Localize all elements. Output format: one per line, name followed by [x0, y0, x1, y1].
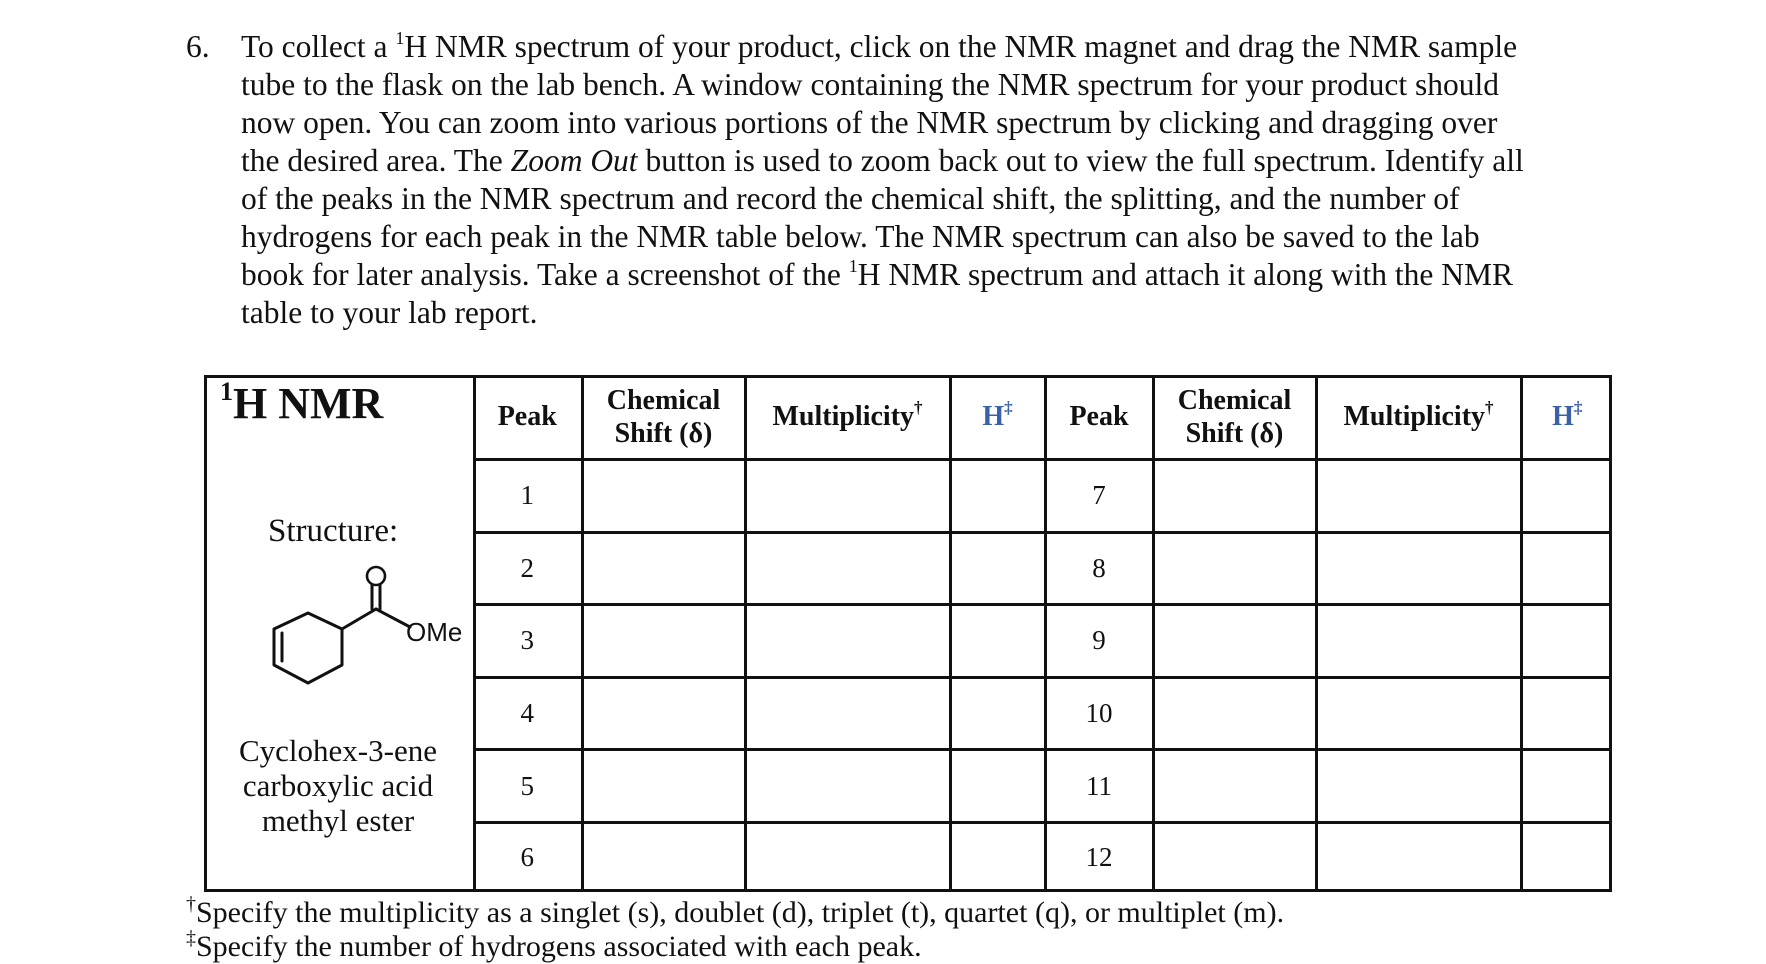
hydrogens-entry-cell[interactable]	[1521, 532, 1612, 605]
dagger-mark: †	[914, 398, 923, 417]
hydrogens-entry-cell[interactable]	[1521, 605, 1612, 678]
header-multiplicity	[745, 375, 950, 460]
header-text: H	[982, 401, 1005, 432]
hydrogens-entry-cell[interactable]	[950, 532, 1045, 605]
peak-number: 4	[474, 677, 582, 750]
hydrogens-entry-cell[interactable]	[950, 605, 1045, 678]
header-hydrogens	[1521, 375, 1612, 460]
ome-label: OMe	[406, 617, 463, 647]
hydrogens-entry-cell[interactable]	[950, 750, 1045, 823]
multiplicity-entry-cell[interactable]	[1316, 532, 1521, 605]
shift-entry-cell[interactable]	[1153, 822, 1316, 892]
text-span: button is used to zoom back out to view the full spectrum. Identify all	[637, 143, 1524, 178]
footnote-hydrogens	[186, 927, 922, 964]
footnote-text: Specify the multiplicity as a singlet (s), doublet (d), triplet (t), quartet (q), or multiplet (m).	[196, 896, 1285, 929]
hydrogens-entry-cell[interactable]	[1521, 750, 1612, 823]
peak-number: 1	[474, 460, 582, 533]
hydrogens-entry-cell[interactable]	[950, 677, 1045, 750]
multiplicity-entry-cell[interactable]	[1316, 460, 1521, 533]
instruction-line: hydrogens for each peak in the NMR table below. The NMR spectrum can also be saved to the lab	[241, 219, 1480, 254]
superscript: 1	[395, 28, 405, 48]
footnote-text: Specify the number of hydrogens associated with each peak.	[196, 930, 922, 963]
dagger-mark: †	[1485, 398, 1494, 417]
multiplicity-entry-cell[interactable]	[1316, 750, 1521, 823]
zoom-out-term: Zoom Out	[510, 143, 638, 178]
instruction-line: now open. You can zoom into various portions of the NMR spectrum by clicking and dragging over	[241, 105, 1498, 140]
table-row	[474, 822, 1612, 892]
double-dagger-mark: ‡	[1573, 398, 1583, 417]
structure-label: Structure:	[268, 513, 399, 549]
instruction-line: table to your lab report.	[241, 295, 538, 330]
header-text: Multiplicity	[772, 401, 915, 432]
table-header-row	[474, 375, 1612, 460]
multiplicity-entry-cell[interactable]	[745, 460, 950, 533]
table-row	[474, 677, 1612, 750]
peak-number: 5	[474, 750, 582, 823]
peak-number: 11	[1045, 750, 1153, 823]
multiplicity-entry-cell[interactable]	[745, 532, 950, 605]
instruction-line: tube to the flask on the lab bench. A window containing the NMR spectrum for your product should	[241, 67, 1500, 102]
carbonyl-oxygen	[367, 567, 385, 585]
hydrogens-entry-cell[interactable]	[1521, 677, 1612, 750]
table-row	[474, 605, 1612, 678]
shift-entry-cell[interactable]	[582, 677, 745, 750]
text-span: To collect a	[241, 29, 396, 64]
superscript: 1	[220, 377, 233, 406]
shift-entry-cell[interactable]	[582, 822, 745, 892]
compound-name-line: carboxylic acid	[242, 768, 434, 803]
multiplicity-entry-cell[interactable]	[1316, 605, 1521, 678]
text-span: H NMR spectrum of your product, click on the NMR magnet and drag the NMR sample	[404, 29, 1518, 64]
shift-entry-cell[interactable]	[1153, 460, 1316, 533]
peak-number: 2	[474, 532, 582, 605]
peak-number: 8	[1045, 532, 1153, 605]
shift-entry-cell[interactable]	[582, 750, 745, 823]
panel-title-text: H NMR	[233, 379, 384, 428]
shift-entry-cell[interactable]	[1153, 532, 1316, 605]
peak-number: 10	[1045, 677, 1153, 750]
header-text: Shift (δ)	[614, 417, 713, 449]
text-span: the desired area. The	[241, 143, 511, 178]
multiplicity-entry-cell[interactable]	[745, 677, 950, 750]
instruction-line	[241, 28, 1661, 66]
header-text: Shift (δ)	[1185, 417, 1284, 449]
shift-entry-cell[interactable]	[582, 532, 745, 605]
dagger-mark: †	[186, 893, 196, 915]
multiplicity-entry-cell[interactable]	[745, 750, 950, 823]
table-row	[474, 532, 1612, 605]
shift-entry-cell[interactable]	[582, 605, 745, 678]
multiplicity-entry-cell[interactable]	[745, 822, 950, 892]
step-number: 6.	[186, 29, 210, 64]
structure-panel	[204, 375, 476, 892]
shift-entry-cell[interactable]	[1153, 677, 1316, 750]
multiplicity-entry-cell[interactable]	[1316, 677, 1521, 750]
instruction-line	[241, 256, 1661, 294]
instruction-line	[241, 142, 1661, 180]
compound-name-line: Cyclohex-3-ene	[239, 733, 437, 768]
footnote-multiplicity	[186, 893, 1285, 930]
nmr-table	[474, 375, 1612, 892]
header-text: Multiplicity	[1343, 401, 1486, 432]
instruction-line: of the peaks in the NMR spectrum and record the chemical shift, the splitting, and the number of	[241, 181, 1460, 216]
text-span: book for later analysis. Take a screenshot of the	[241, 257, 849, 292]
panel-title	[220, 379, 383, 429]
shift-entry-cell[interactable]	[582, 460, 745, 533]
hydrogens-entry-cell[interactable]	[1521, 460, 1612, 533]
peak-number: 6	[474, 822, 582, 892]
table-row	[474, 460, 1612, 533]
header-chemical-shift	[1153, 375, 1316, 460]
header-peak: Peak	[1045, 375, 1153, 460]
header-peak: Peak	[474, 375, 582, 460]
superscript: 1	[848, 256, 858, 276]
double-dagger-mark: ‡	[186, 927, 196, 949]
hydrogens-entry-cell[interactable]	[950, 460, 1045, 533]
header-text: Chemical	[606, 384, 721, 416]
peak-number: 3	[474, 605, 582, 678]
hydrogens-entry-cell[interactable]	[1521, 822, 1612, 892]
molecule-structure-icon	[240, 571, 463, 711]
compound-name-line: methyl ester	[261, 803, 415, 838]
multiplicity-entry-cell[interactable]	[1316, 822, 1521, 892]
shift-entry-cell[interactable]	[1153, 750, 1316, 823]
multiplicity-entry-cell[interactable]	[745, 605, 950, 678]
instruction-text	[241, 28, 1661, 332]
peak-number: 12	[1045, 822, 1153, 892]
peak-number: 7	[1045, 460, 1153, 533]
header-hydrogens	[950, 375, 1045, 460]
header-multiplicity	[1316, 375, 1521, 460]
double-dagger-mark: ‡	[1004, 398, 1013, 417]
header-text: Chemical	[1177, 384, 1292, 416]
text-span: H NMR spectrum and attach it along with the NMR	[857, 257, 1514, 292]
peak-number: 9	[1045, 605, 1153, 678]
shift-entry-cell[interactable]	[1153, 605, 1316, 678]
hydrogens-entry-cell[interactable]	[950, 822, 1045, 892]
compound-name	[204, 733, 472, 838]
header-chemical-shift	[582, 375, 745, 460]
header-text: H	[1552, 401, 1574, 432]
table-row	[474, 750, 1612, 823]
